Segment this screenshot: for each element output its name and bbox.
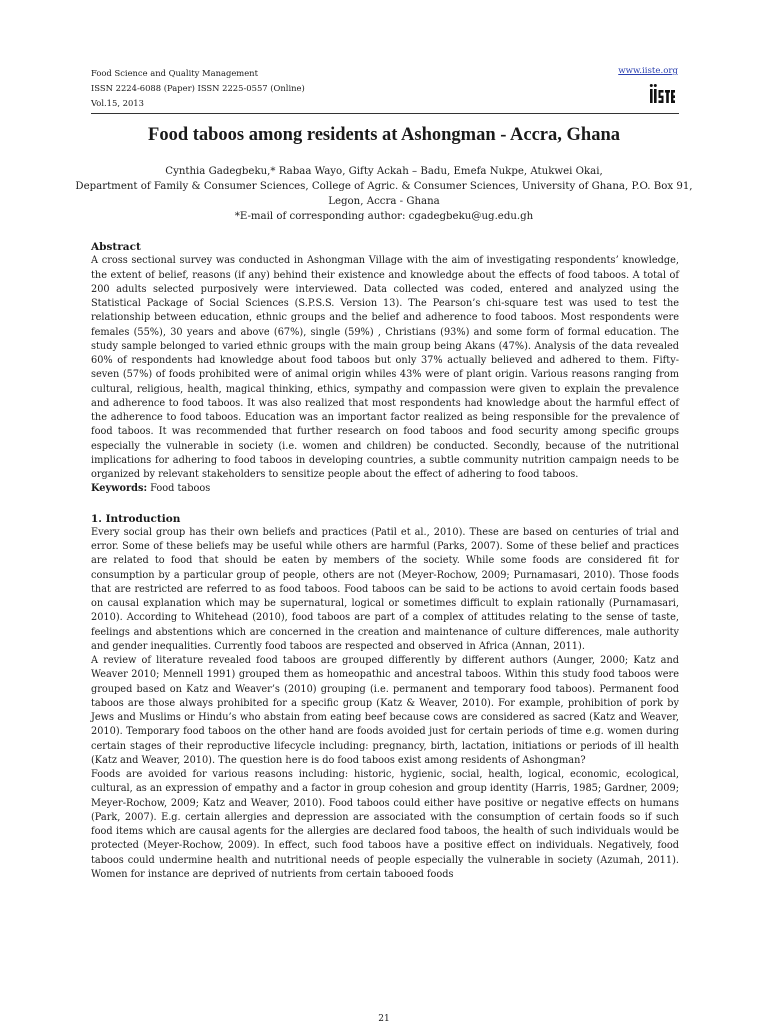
publisher-website-link[interactable]: www.iiste.org [618, 66, 678, 76]
page-number: 21 [378, 1014, 390, 1024]
abstract-heading: Abstract [91, 241, 141, 253]
publisher-block [618, 66, 678, 108]
journal-name: Food Science and Quality Management [91, 68, 258, 78]
intro-paragraph: Every social group has their own beliefs and practices (Patil et al., 2010). These are based on centuries of trial and error. Some of these beliefs may be useful while others are harmful (Parks, 2007). Some of these belief and practices are related to food that should be eaten by members of the society. While some foods are considered fit for consumption by a particular group of people, others are not (Meyer-Rochow, 2009; Purnamasari, 2010). Those foods that are restricted are referred to as food taboos. Food taboos can be said to be actions to avoid certain foods based on causal explanation which may be supernatural, logical or sometimes difficult to explain rationally (Purnamasari, 2010). According to Whitehead (2010), food taboos are part of a complex of attitudes relating to the sense of taste, feelings and abstentions which are concerned in the creation and maintenance of culture differences, male authority and gender inequalities. Currently food taboos are respected and observed in Africa (Annan, 2011). [91, 526, 679, 652]
author-block [60, 164, 708, 224]
keywords-value: Food taboos [147, 483, 211, 495]
author-email: *E-mail of corresponding author: cgadegbeku@ug.edu.gh [234, 211, 534, 222]
journal-issn: ISSN 2224-6088 (Paper) ISSN 2225-0557 (Online) [91, 83, 305, 93]
journal-volume: Vol.15, 2013 [91, 98, 144, 108]
paper-title: Food taboos among residents at Ashongman - Accra, Ghana [148, 125, 620, 145]
keywords-label: Keywords: [91, 483, 148, 495]
intro-paragraph: Foods are avoided for various reasons including: historic, hygienic, social, health, logical, economic, ecological, cultural, as an expression of empathy and a factor in group cohesion and group identity (Harris, 1985; Gardner, 2009; Meyer-Rochow, 2009; Katz and Weaver, 2010). Food taboos could either have positive or negative effects on humans (Park, 2007). E.g. certain allergies and depression are associated with the consumption of certain foods so if such food items which are causal agents for the allergies are declared food taboos, the health of such individuals would be protected (Meyer-Rochow, 2009). In effect, such food taboos have a positive effect on individuals. Negatively, food taboos could undermine health and nutritional needs of people especially the vulnerable in society (Azumah, 2011). Women for instance are deprived of nutrients from certain tabooed foods [91, 769, 679, 880]
paper-body [91, 240, 679, 882]
intro-paragraph: A review of literature revealed food taboos are grouped differently by different authors (Aunger, 2000; Katz and Weaver 2010; Mennell 1991) grouped them as homeopathic and ancestral taboos. Within this study food taboos were grouped based on Katz and Weaver’s (2010) grouping (i.e. permanent and temporary food taboos). Permanent food taboos are those always prohibited for a specific group (Katz & Weaver, 2010). For example, prohibition of pork by Jews and Muslims or Hindu’s who abstain from eating beef because cows are considered as sacred (Katz and Weaver, 2010). Temporary food taboos on the other hand are foods avoided just for certain periods of time e.g. women during certain stages of their reproductive lifecycle including: pregnancy, birth, lactation, initiations or periods of ill health (Katz and Weaver, 2010). The question here is do food taboos exist among residents of Ashongman? [91, 655, 679, 766]
introduction-heading: 1. Introduction [91, 512, 181, 525]
abstract-text: A cross sectional survey was conducted in Ashongman Village with the aim of investigating respondents’ knowledge, the extent of belief, reasons (if any) behind their existence and knowledge about the effects of food taboos. A total of 200 adults selected purposively were interviewed. Data collected was coded, entered and analyzed using the Statistical Package of Social Sciences (S.P.S.S. Version 13). The Pearson’s chi-square test was used to test the relationship between education, ethnic groups and the belief and adherence to food taboos. Most respondents were females (55%), 30 years and above (67%), single (59%) , Christians (93%) and some form of formal education. The study sample belonged to varied ethnic groups with the main group being Akans (47%). Analysis of the data revealed 60% of respondents had knowledge about food taboos but only 37% actually believed and adhered to them. Fifty-seven (57%) of foods prohibited were of animal origin whiles 43% were of plant origin. Various reasons ranging from cultural, religious, health, magical thinking, ethics, sympathy and compassion were given to explain the prevalence and adherence to food taboos. It was also realized that most respondents had knowledge about the harmful effect of the adherence to food taboos. Education was an important factor realized as being responsible for the prevalence of food taboos. It was recommended that further research on food taboos and food security among specific groups especially the vulnerable in society (i.e. women and children) be conducted. Secondly, because of the nutritional implications for adhering to food taboos in developing countries, a subtle community nutrition campaign needs to be organized by relevant stakeholders to sensitize people about the effect of adhering to food taboos. [91, 255, 679, 480]
journal-header [91, 66, 305, 111]
header-divider [91, 113, 679, 114]
keywords-line [91, 482, 679, 496]
author-affiliation: Department of Family & Consumer Sciences, College of Agric. & Consumer Sciences, University of Ghana, P.O. Box 91, Legon, Accra - Ghana [75, 181, 693, 207]
author-names: Cynthia Gadegbeku,* Rabaa Wayo, Gifty Ackah – Badu, Emefa Nukpe, Atukwei Okai, [165, 166, 603, 177]
iiste-logo-icon [646, 80, 678, 108]
